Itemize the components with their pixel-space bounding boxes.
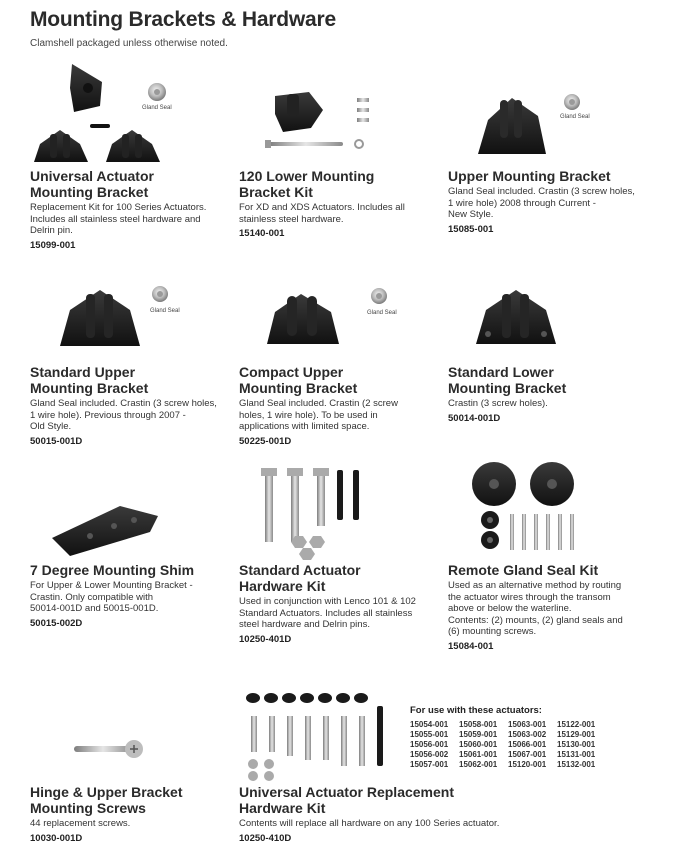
actuator-number: 15067-001 (508, 750, 547, 759)
actuator-number: 15058-001 (459, 720, 498, 729)
actuator-number: 15062-001 (459, 760, 498, 769)
product-card-standard-upper-bracket (30, 254, 235, 447)
product-card-7-degree-shim (30, 452, 235, 629)
gland-seal-label: Gland Seal (142, 105, 172, 111)
part-number: 10250-401D (239, 633, 292, 645)
product-title: Universal Actuator Replacement Hardware Kit (239, 784, 454, 816)
gland-seal-label: Gland Seal (560, 114, 590, 120)
product-description: Used in conjunction with Lenco 101 & 102 Standard Actuators. Includes all stainless steel hardware and Delrin pins. (239, 596, 416, 630)
product-description: 44 replacement screws. (30, 818, 131, 829)
actuator-number: 15061-001 (459, 750, 498, 759)
product-image-compact-upper-bracket (239, 254, 444, 364)
actuator-number: 15057-001 (410, 760, 449, 769)
product-title: Compact Upper Mounting Bracket (239, 364, 358, 396)
product-card-remote-gland-seal-kit (448, 452, 653, 652)
product-title: Remote Gland Seal Kit (448, 562, 599, 578)
actuator-table-title: For use with these actuators: (410, 705, 542, 716)
actuator-number: 15129-001 (557, 730, 596, 739)
part-number: 10030-001D (30, 832, 83, 844)
product-title: Standard Upper Mounting Bracket (30, 364, 149, 396)
product-description: For Upper & Lower Mounting Bracket - Crastin. Only compatible with 50014-001D and 50015-001D. (30, 580, 193, 614)
product-title: Hinge & Upper Bracket Mounting Screws (30, 784, 183, 816)
part-number: 50014-001D (448, 412, 501, 424)
product-description: Replacement Kit for 100 Series Actuators. Includes all stainless steel hardware and Delrin pin. (30, 202, 207, 236)
product-description: Gland Seal included. Crastin (3 screw holes, 1 wire hole) 2008 through Current - New Style. (448, 186, 635, 220)
product-description: Gland Seal included. Crastin (3 screw holes, 1 wire hole). Previous through 2007 - Old Style. (30, 398, 217, 432)
product-image-standard-hardware-kit (239, 452, 444, 562)
product-title: 120 Lower Mounting Bracket Kit (239, 168, 375, 200)
product-image-standard-upper-bracket (30, 254, 235, 364)
part-number: 10250-410D (239, 832, 292, 844)
product-description: For XD and XDS Actuators. Includes all stainless steel hardware. (239, 202, 405, 225)
actuator-compatibility-table (410, 705, 610, 769)
product-image-7-degree-shim (30, 452, 235, 562)
actuator-number: 15063-001 (508, 720, 547, 729)
part-number: 15084-001 (448, 640, 494, 652)
product-card-compact-upper-bracket (239, 254, 444, 447)
product-title: Standard Lower Mounting Bracket (448, 364, 567, 396)
part-number: 50015-001D (30, 435, 83, 447)
part-number: 15140-001 (239, 228, 285, 239)
actuator-number: 15055-001 (410, 730, 449, 739)
actuator-number: 15122-001 (557, 720, 596, 729)
gland-seal-label: Gland Seal (150, 308, 180, 314)
product-title: 7 Degree Mounting Shim (30, 562, 195, 578)
actuator-number: 15066-001 (508, 740, 547, 749)
product-card-upper-mounting-bracket (448, 58, 653, 235)
product-description: Gland Seal included. Crastin (2 screw holes, 1 wire hole). To be used in applications with limited space. (239, 398, 398, 432)
product-card-hinge-upper-screws (30, 674, 235, 844)
product-title: Universal Actuator Mounting Bracket (30, 168, 154, 200)
actuator-number: 15060-001 (459, 740, 498, 749)
actuator-number: 15063-002 (508, 730, 547, 739)
product-card-universal-actuator-bracket (30, 58, 235, 251)
part-number: 15099-001 (30, 239, 76, 251)
actuator-number: 15054-001 (410, 720, 449, 729)
page-title: Mounting Brackets & Hardware (30, 8, 336, 31)
product-image-remote-gland-seal-kit (448, 452, 653, 562)
product-title: Standard Actuator Hardware Kit (239, 562, 361, 594)
gland-seal-label: Gland Seal (367, 310, 397, 316)
page-subtitle: Clamshell packaged unless otherwise noted. (30, 38, 228, 49)
actuator-number: 15120-001 (508, 760, 547, 769)
part-number: 50225-001D (239, 435, 292, 447)
actuator-number: 15131-001 (557, 750, 596, 759)
actuator-number: 15056-002 (410, 750, 449, 759)
product-image-upper-mounting-bracket (448, 58, 653, 168)
part-number: 50015-002D (30, 617, 83, 629)
actuator-number: 15059-001 (459, 730, 498, 739)
product-description: Contents will replace all hardware on any 100 Series actuator. (239, 818, 500, 829)
product-card-120-lower-bracket-kit (239, 58, 444, 239)
actuator-number-grid (410, 720, 610, 769)
product-image-standard-lower-bracket (448, 254, 653, 364)
part-number: 15085-001 (448, 223, 494, 235)
actuator-number: 15132-001 (557, 760, 596, 769)
product-description: Used as an alternative method by routing the actuator wires through the transom above or below the waterline. Contents: (2) mounts, (2) gland seals and (6) mounting screws. (448, 580, 623, 637)
product-image-universal-actuator-bracket (30, 58, 235, 168)
product-title: Upper Mounting Bracket (448, 168, 611, 184)
product-card-standard-lower-bracket (448, 254, 653, 424)
product-image-hinge-upper-screws (30, 674, 235, 784)
product-description: Crastin (3 screw holes). (448, 398, 548, 409)
product-image-120-lower-bracket-kit (239, 58, 444, 168)
actuator-number: 15056-001 (410, 740, 449, 749)
actuator-number: 15130-001 (557, 740, 596, 749)
product-card-standard-hardware-kit (239, 452, 444, 645)
